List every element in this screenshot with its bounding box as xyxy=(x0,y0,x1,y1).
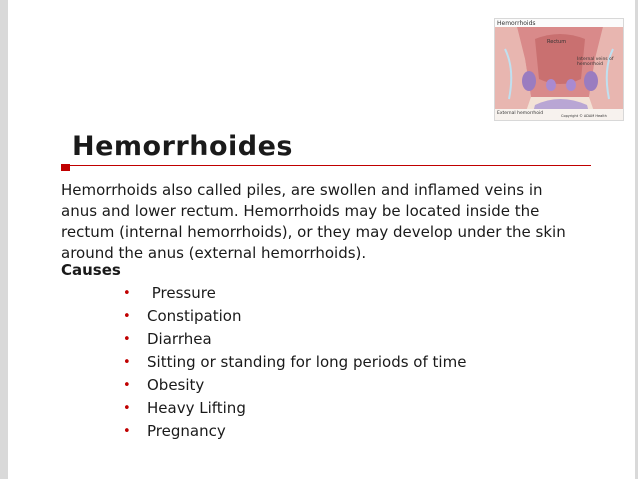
cause-text: Pregnancy xyxy=(147,422,226,440)
title-accent-block xyxy=(61,164,70,171)
cause-text: Sitting or standing for long periods of time xyxy=(147,353,467,371)
description-paragraph: Hemorrhoids also called piles, are swollen and inflamed veins in anus and lower rectum. Hemorrhoids may be located inside the rectum (internal hemorrhoids), or they may develop under the skin around the anus (external hemorrhoids). xyxy=(61,181,566,262)
list-item xyxy=(123,282,466,305)
bullet-icon: • xyxy=(123,378,131,393)
hemorrhoid-illustration xyxy=(494,18,624,121)
left-frame-bar xyxy=(0,0,8,479)
label-rectum: Rectum xyxy=(547,39,567,45)
illustration-title: Hemorrhoids xyxy=(497,20,536,27)
cause-text: Diarrhea xyxy=(147,330,212,348)
bullet-icon: • xyxy=(123,401,131,416)
list-item xyxy=(123,374,466,397)
bullet-icon: • xyxy=(123,286,131,301)
cause-text: Constipation xyxy=(147,307,242,325)
causes-list xyxy=(123,282,466,443)
label-external-hemorrhoid: External hemorrhoid xyxy=(497,111,544,116)
bullet-icon: • xyxy=(123,355,131,370)
list-item xyxy=(123,328,466,351)
cause-text: Obesity xyxy=(147,376,205,394)
list-item xyxy=(123,351,466,374)
bullet-icon: • xyxy=(123,424,131,439)
bullet-icon: • xyxy=(123,309,131,324)
title-underline xyxy=(61,165,591,166)
cause-text: Heavy Lifting xyxy=(147,399,246,417)
bullet-icon: • xyxy=(123,332,131,347)
label-internal-veins: Internal veins of hemorrhoid xyxy=(577,57,614,67)
list-item xyxy=(123,305,466,328)
causes-heading: Causes xyxy=(61,261,121,279)
list-item xyxy=(123,420,466,443)
list-item xyxy=(123,397,466,420)
anatomy-drawing xyxy=(495,19,623,120)
label-copyright: Copyright © ADAM Health xyxy=(561,114,607,118)
slide-title: Hemorrhoides xyxy=(72,131,293,162)
cause-text: Pressure xyxy=(147,284,216,302)
